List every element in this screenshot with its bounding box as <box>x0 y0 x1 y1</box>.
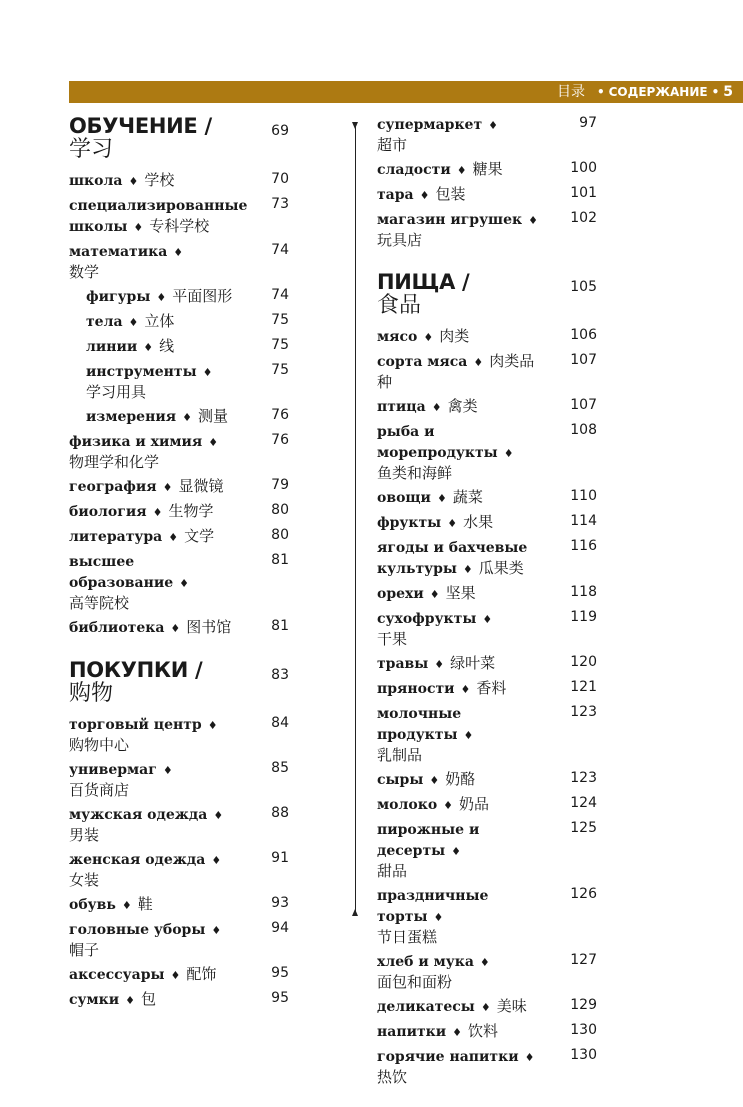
entry-title-ru: сумки <box>69 992 120 1008</box>
bullet-icon: ♦ <box>143 341 154 354</box>
entry-title-ru: головные уборы <box>69 922 206 938</box>
toc-entry[interactable] <box>69 336 289 357</box>
toc-entry[interactable] <box>377 1046 597 1087</box>
bullet-icon: ♦ <box>473 356 484 369</box>
entry-title-zh: 线 <box>159 337 175 355</box>
toc-entry[interactable] <box>69 406 289 427</box>
bullet-icon: ♦ <box>524 1051 535 1064</box>
entry-page-number: 74 <box>271 287 289 303</box>
entry-title-ru-continued: школы <box>69 219 128 235</box>
entry-title-ru: высшее образование <box>69 554 174 591</box>
entry-title-zh: 女装 <box>69 871 100 889</box>
entry-page-number: 75 <box>271 312 289 328</box>
bullet-icon: ♦ <box>170 622 181 635</box>
entry-title-zh: 图书馆 <box>186 618 232 636</box>
entry-title-ru: пирожные и десерты <box>377 822 480 859</box>
entry-page-number: 120 <box>570 654 597 670</box>
entry-title-zh: 奶品 <box>459 795 490 813</box>
bullet-icon: ♦ <box>456 164 467 177</box>
section-page-number: 69 <box>271 123 289 139</box>
entry-title-zh: 美味 <box>496 997 527 1015</box>
entry-title-ru: физика и химия <box>69 434 203 450</box>
bullet-icon: ♦ <box>528 214 538 227</box>
bullet-icon: ♦ <box>429 774 440 787</box>
toc-entry[interactable] <box>377 537 597 579</box>
entry-title-zh: 帽子 <box>69 941 100 959</box>
bullet-icon: ♦ <box>482 613 493 626</box>
bullet-icon: ♦ <box>443 799 454 812</box>
toc-entry[interactable] <box>377 326 597 347</box>
toc-column-left <box>69 114 339 1030</box>
entry-title-zh: 文学 <box>184 527 215 545</box>
entry-title-zh: 购物中心 <box>69 736 130 754</box>
entry-page-number: 119 <box>570 609 597 625</box>
entry-page-number: 100 <box>570 160 597 176</box>
toc-entry[interactable] <box>69 551 289 613</box>
entry-title-zh: 高等院校 <box>69 594 130 612</box>
entry-title-ru: тела <box>86 314 123 330</box>
toc-section <box>377 270 647 1087</box>
section-title: ОБУЧЕНИЕ / <box>69 114 212 138</box>
entry-page-number: 81 <box>271 618 289 634</box>
bullet-icon: ♦ <box>462 563 473 576</box>
toc-entry[interactable] <box>69 759 289 800</box>
entry-title-ru: обувь <box>69 897 116 913</box>
bullet-icon: ♦ <box>156 291 167 304</box>
toc-entry[interactable] <box>377 608 597 649</box>
entry-title-zh: 乳制品 <box>377 746 423 764</box>
section-heading[interactable] <box>377 270 597 318</box>
toc-entry[interactable] <box>377 583 597 604</box>
bullet-icon: ♦ <box>429 588 440 601</box>
toc-entry[interactable] <box>377 951 597 992</box>
entry-title-zh: 水果 <box>463 513 494 531</box>
toc-entry[interactable] <box>377 114 597 155</box>
entry-title-ru: пряности <box>377 681 455 697</box>
bullet-icon: ♦ <box>208 436 219 449</box>
entry-title-ru: аксессуары <box>69 967 165 983</box>
entry-title-zh: 物理学和化学 <box>69 453 160 471</box>
entry-page-number: 91 <box>271 850 289 866</box>
entry-page-number: 73 <box>271 196 289 212</box>
bullet-icon: ♦ <box>182 411 192 424</box>
toc-entry[interactable] <box>69 804 289 845</box>
entry-page-number: 124 <box>570 795 597 811</box>
entry-title-ru: сыры <box>377 772 424 788</box>
section-title: ПОКУПКИ / <box>69 658 203 682</box>
entry-title-ru: деликатесы <box>377 999 475 1015</box>
toc-entry[interactable] <box>377 184 597 205</box>
entry-page-number: 121 <box>570 679 597 695</box>
toc-section <box>377 114 647 250</box>
bullet-icon: ♦ <box>125 994 136 1007</box>
entry-title-ru: хлеб и мука <box>377 954 474 970</box>
entry-title-ru: магазин игрушек <box>377 212 523 228</box>
entry-title-ru: география <box>69 479 157 495</box>
entry-title-ru: сорта мяса <box>377 354 468 370</box>
entry-page-number: 75 <box>271 337 289 353</box>
toc-entry[interactable] <box>377 159 597 180</box>
bullet-icon: ♦ <box>211 854 222 867</box>
entry-title-zh: 肉类品种 <box>377 352 535 391</box>
entry-title-zh: 生物学 <box>168 502 214 520</box>
bullet-icon: ♦ <box>503 447 514 460</box>
header-title-zh: 目录 <box>556 84 585 100</box>
entry-title-ru: библиотека <box>69 620 165 636</box>
toc-entry[interactable] <box>69 431 289 472</box>
toc-entry[interactable] <box>377 421 597 483</box>
section-page-number: 105 <box>570 279 597 295</box>
entry-title-ru: математика <box>69 244 168 260</box>
entry-title-zh: 节日蛋糕 <box>377 928 438 946</box>
toc-column-right <box>377 114 647 1107</box>
entry-title-zh: 饮料 <box>468 1022 499 1040</box>
entry-title-ru: травы <box>377 656 429 672</box>
entry-title-zh: 平面图形 <box>172 287 233 305</box>
header-bar <box>69 81 743 103</box>
entry-title-ru: торговый центр <box>69 717 202 733</box>
entry-page-number: 94 <box>271 920 289 936</box>
toc-entry[interactable] <box>69 617 289 638</box>
bullet-icon: ♦ <box>202 366 213 379</box>
entry-title-ru: мужская одежда <box>69 807 208 823</box>
entry-title-ru: птица <box>377 399 426 415</box>
entry-title-ru: тара <box>377 187 414 203</box>
entry-title-ru: сладости <box>377 162 451 178</box>
entry-title-ru: специализированные <box>69 198 248 214</box>
section-heading[interactable] <box>69 658 289 706</box>
bullet-icon: ♦ <box>433 911 444 924</box>
toc-entry[interactable] <box>69 501 289 522</box>
entry-page-number: 107 <box>570 352 597 368</box>
entry-title-ru: молоко <box>377 797 438 813</box>
entry-page-number: 106 <box>570 327 597 343</box>
section-heading[interactable] <box>69 114 289 162</box>
entry-title-ru: универмаг <box>69 762 157 778</box>
bullet-icon: ♦ <box>162 764 173 777</box>
section-title: ПИЩА / <box>377 270 470 294</box>
entry-title-zh: 香料 <box>476 679 507 697</box>
entry-page-number: 130 <box>570 1022 597 1038</box>
toc-entry[interactable] <box>69 195 289 237</box>
bullet-icon: ♦ <box>207 719 218 732</box>
entry-page-number: 76 <box>271 407 289 423</box>
entry-title-ru: фрукты <box>377 515 442 531</box>
entry-page-number: 95 <box>271 965 289 981</box>
entry-page-number: 95 <box>271 990 289 1006</box>
bullet-icon: ♦ <box>451 845 462 858</box>
toc-entry[interactable] <box>377 678 597 699</box>
entry-title-ru: инструменты <box>86 364 197 380</box>
bullet-icon: ♦ <box>434 658 445 671</box>
bullet-icon: ♦ <box>431 401 442 414</box>
entry-page-number: 93 <box>271 895 289 911</box>
entry-title-zh: 干果 <box>377 630 408 648</box>
toc-section <box>69 114 339 638</box>
entry-title-ru: линии <box>86 339 138 355</box>
entry-page-number: 76 <box>271 432 289 448</box>
entry-title-zh: 超市 <box>377 136 408 154</box>
entry-page-number: 130 <box>570 1047 597 1063</box>
entry-title-zh: 专科学校 <box>149 217 210 235</box>
entry-page-number: 88 <box>271 805 289 821</box>
bullet-icon: ♦ <box>452 1026 462 1039</box>
bullet-icon: ♦ <box>213 809 224 822</box>
entry-title-zh: 糖果 <box>472 160 503 178</box>
entry-title-zh: 玩具店 <box>377 231 423 249</box>
toc-entry[interactable] <box>69 526 289 547</box>
entry-page-number: 102 <box>570 210 597 226</box>
entry-page-number: 80 <box>271 502 289 518</box>
bullet-icon: ♦ <box>211 924 222 937</box>
entry-title-zh: 肉类 <box>439 327 470 345</box>
entry-title-zh: 立体 <box>144 312 175 330</box>
entry-title-zh: 百货商店 <box>69 781 130 799</box>
entry-page-number: 80 <box>271 527 289 543</box>
entry-title-zh: 鞋 <box>137 895 153 913</box>
entry-title-ru: фигуры <box>86 289 151 305</box>
entry-page-number: 123 <box>570 770 597 786</box>
entry-title-zh: 甜品 <box>377 862 408 880</box>
toc-entry[interactable] <box>69 476 289 497</box>
entry-title-zh: 坚果 <box>445 584 476 602</box>
bullet-icon: ♦ <box>170 969 181 982</box>
entry-title-zh: 显微镜 <box>178 477 224 495</box>
toc-section <box>69 658 339 1010</box>
bullet-icon: ♦ <box>488 119 499 132</box>
bullet-icon: ♦ <box>436 492 447 505</box>
entry-title-ru: измерения <box>86 409 177 425</box>
entry-page-number: 110 <box>570 488 597 504</box>
bullet-icon: ♦ <box>479 956 490 969</box>
entry-title-zh: 配饰 <box>186 965 217 983</box>
entry-page-number: 129 <box>570 997 597 1013</box>
entry-title-ru: сухофрукты <box>377 611 477 627</box>
toc-entry[interactable] <box>69 286 289 307</box>
entry-page-number: 118 <box>570 584 597 600</box>
entry-title-zh: 学习用具 <box>86 383 147 401</box>
bullet-icon: • <box>596 85 605 99</box>
bullet-icon: ♦ <box>419 189 430 202</box>
toc-entry[interactable] <box>69 241 289 282</box>
header-page-number: 5 <box>723 84 733 100</box>
entry-title-zh: 蔬菜 <box>452 488 483 506</box>
toc-entry[interactable] <box>377 703 597 765</box>
bullet-icon: ♦ <box>128 175 139 188</box>
toc-entry[interactable] <box>377 653 597 674</box>
entry-page-number: 123 <box>570 704 597 720</box>
entry-title-zh: 包 <box>141 990 157 1008</box>
toc-entry[interactable] <box>69 919 289 960</box>
entry-page-number: 101 <box>570 185 597 201</box>
toc-entry[interactable] <box>377 819 597 881</box>
toc-entry[interactable] <box>69 849 289 890</box>
entry-page-number: 79 <box>271 477 289 493</box>
toc-entry[interactable] <box>377 396 597 417</box>
entry-title-ru-continued: культуры <box>377 561 457 577</box>
entry-title-zh: 数学 <box>69 263 100 281</box>
header-title-ru: СОДЕРЖАНИЕ <box>608 85 708 99</box>
entry-page-number: 116 <box>570 538 597 554</box>
entry-title-zh: 禽类 <box>447 397 478 415</box>
toc-entry[interactable] <box>377 487 597 508</box>
entry-title-zh: 奶酪 <box>445 770 476 788</box>
entry-page-number: 75 <box>271 362 289 378</box>
bullet-icon: • <box>711 85 720 99</box>
entry-title-ru: мясо <box>377 329 418 345</box>
toc-entry[interactable] <box>69 964 289 985</box>
entry-title-zh: 面包和面粉 <box>377 973 453 991</box>
section-title-zh: 学习 <box>69 137 114 162</box>
toc-entry[interactable] <box>377 769 597 790</box>
entry-page-number: 85 <box>271 760 289 776</box>
entry-title-ru: ягоды и бахчевые <box>377 540 528 556</box>
bullet-icon: ♦ <box>162 481 173 494</box>
toc-entry[interactable] <box>377 794 597 815</box>
bullet-icon: ♦ <box>152 506 163 519</box>
entry-title-ru: супермаркет <box>377 117 483 133</box>
entry-title-zh: 男装 <box>69 826 100 844</box>
bullet-icon: ♦ <box>423 331 434 344</box>
entry-title-zh: 瓜果类 <box>478 559 524 577</box>
entry-title-ru: орехи <box>377 586 424 602</box>
entry-title-ru: напитки <box>377 1024 447 1040</box>
running-header <box>557 81 733 103</box>
toc-entry[interactable] <box>377 512 597 533</box>
section-page-number: 83 <box>271 667 289 683</box>
toc-entry[interactable] <box>377 1021 597 1042</box>
entry-title-zh: 测量 <box>197 407 228 425</box>
entry-page-number: 114 <box>570 513 597 529</box>
entry-title-ru: праздничные торты <box>377 888 489 925</box>
section-title-zh: 食品 <box>377 293 422 318</box>
entry-page-number: 108 <box>570 422 597 438</box>
bullet-icon: ♦ <box>121 899 132 912</box>
toc-entry[interactable] <box>377 351 597 392</box>
entry-title-ru: рыба и морепродукты <box>377 424 498 461</box>
entry-title-zh: 学校 <box>144 171 175 189</box>
entry-title-ru: литература <box>69 529 163 545</box>
toc-entry[interactable] <box>69 361 289 402</box>
section-title-zh: 购物 <box>69 681 114 706</box>
bullet-icon: ♦ <box>173 246 184 259</box>
entry-page-number: 84 <box>271 715 289 731</box>
entry-title-ru: горячие напитки <box>377 1049 519 1065</box>
entry-title-ru: школа <box>69 173 123 189</box>
column-divider <box>355 124 356 914</box>
entry-page-number: 107 <box>570 397 597 413</box>
entry-page-number: 126 <box>570 886 597 902</box>
toc-entry[interactable] <box>377 885 597 947</box>
entry-title-zh: 包装 <box>435 185 466 203</box>
toc-entry[interactable] <box>377 209 597 250</box>
bullet-icon: ♦ <box>460 683 471 696</box>
bullet-icon: ♦ <box>480 1001 491 1014</box>
entry-page-number: 70 <box>271 171 289 187</box>
bullet-icon: ♦ <box>447 517 458 530</box>
entry-title-ru: биология <box>69 504 147 520</box>
entry-title-zh: 鱼类和海鲜 <box>377 464 453 482</box>
bullet-icon: ♦ <box>463 729 474 742</box>
toc-entry[interactable] <box>69 311 289 332</box>
entry-title-ru: овощи <box>377 490 431 506</box>
entry-title-zh: 绿叶菜 <box>450 654 496 672</box>
toc-entry[interactable] <box>377 996 597 1017</box>
toc-entry[interactable] <box>69 714 289 755</box>
entry-title-ru: молочные продукты <box>377 706 462 743</box>
toc-entry[interactable] <box>69 894 289 915</box>
entry-page-number: 127 <box>570 952 597 968</box>
entry-title-zh: 热饮 <box>377 1068 408 1086</box>
bullet-icon: ♦ <box>128 316 139 329</box>
entry-title-ru: женская одежда <box>69 852 206 868</box>
entry-page-number: 81 <box>271 552 289 568</box>
toc-entry[interactable] <box>69 170 289 191</box>
entry-page-number: 74 <box>271 242 289 258</box>
entry-page-number: 97 <box>579 115 597 131</box>
bullet-icon: ♦ <box>133 221 144 234</box>
entry-page-number: 125 <box>570 820 597 836</box>
bullet-icon: ♦ <box>179 577 190 590</box>
bullet-icon: ♦ <box>168 531 179 544</box>
